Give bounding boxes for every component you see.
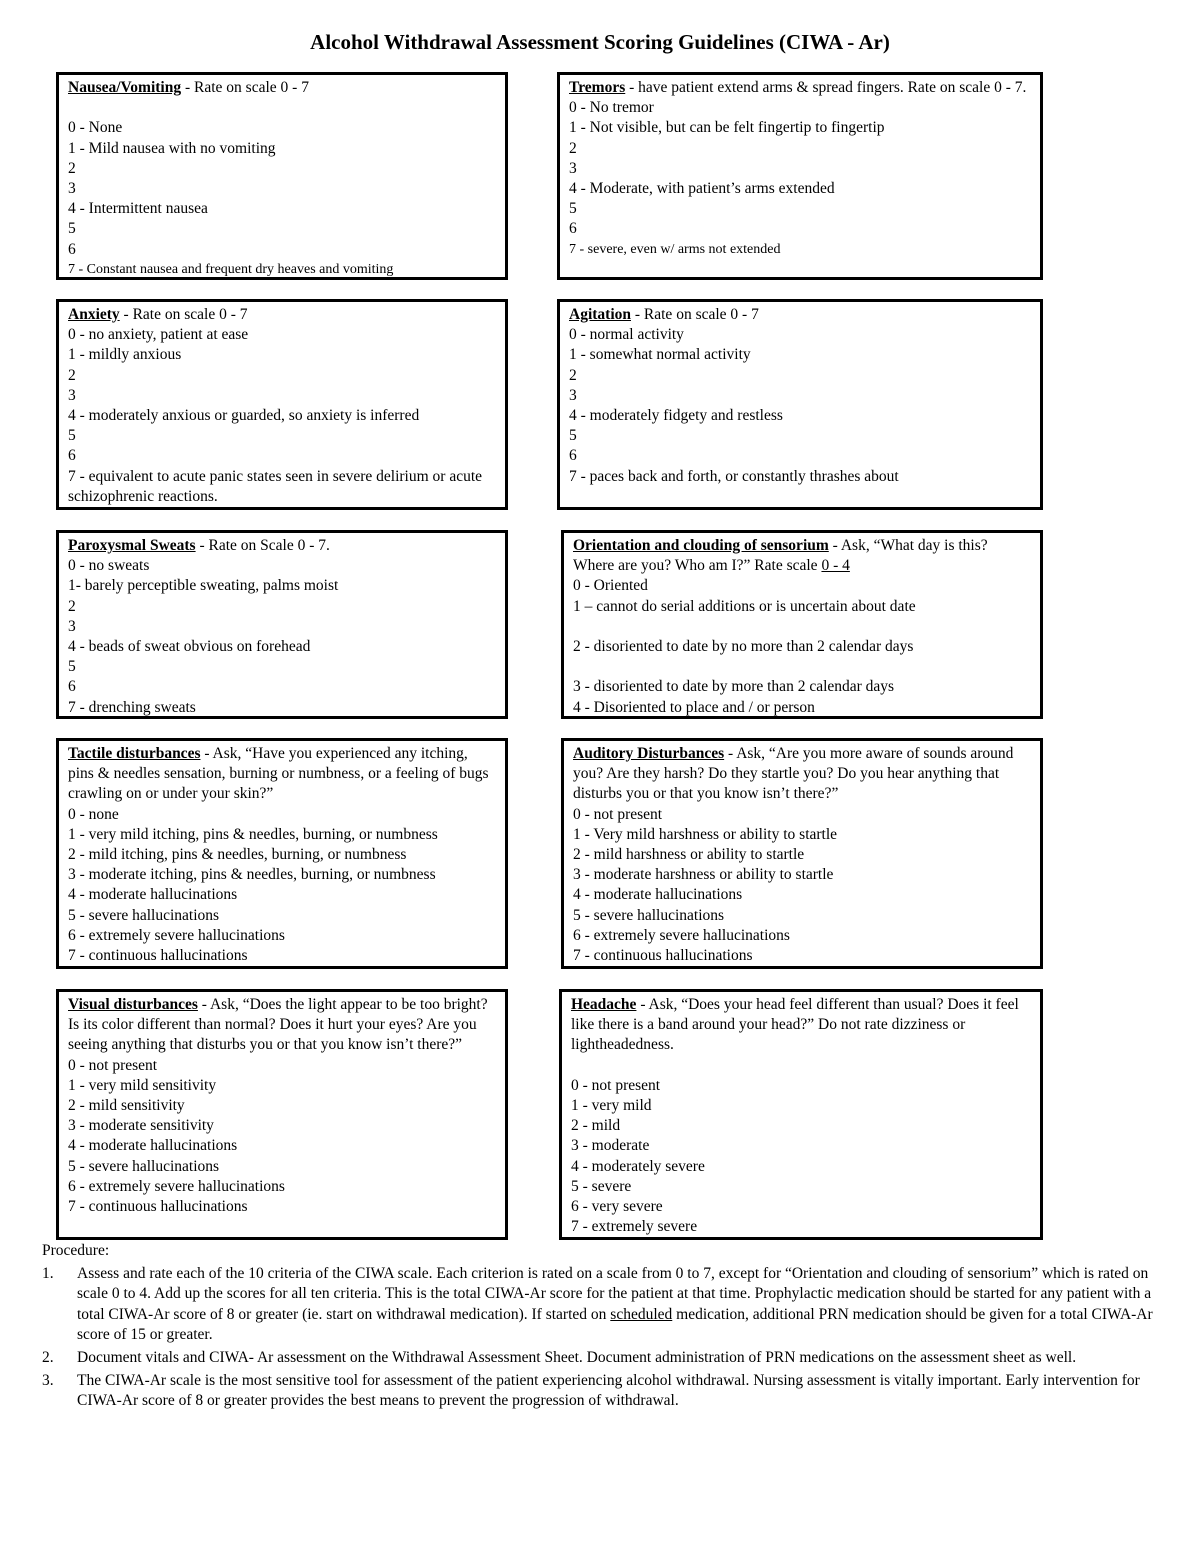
criterion-name: Nausea/Vomiting: [68, 79, 182, 96]
criterion-description: - Ask, “Does the light appear to be too bright? Is its color different than normal? Does it hurt your eyes? Are you seeing anything that disturbs you or that you know isn’t there?”: [68, 996, 488, 1054]
score-line: 5: [68, 220, 76, 238]
score-line: 3 - moderate harshness or ability to startle: [573, 866, 834, 884]
score-line: 7 - continuous hallucinations: [573, 947, 753, 965]
score-line: 1 - Very mild harshness or ability to startle: [573, 825, 838, 843]
step-text: The CIWA-Ar scale is the most sensitive tool for assessment of the patient experiencing alcohol withdrawal. Nursing assessment is vitally important. Early intervention for CIWA-Ar score of 8 or greater provides the best means to prevent the progression of withdrawal.: [77, 1372, 1140, 1410]
step-text: Document vitals and CIWA- Ar assessment on the Withdrawal Assessment Sheet. Document administration of PRN medications on the assessment sheet as well.: [77, 1349, 1077, 1367]
criterion-name: Tremors: [569, 79, 626, 96]
score-line: 4 - moderate hallucinations: [68, 1137, 238, 1155]
score-line: 3: [68, 386, 76, 404]
score-line: 4 - Disoriented to place and / or person: [573, 698, 815, 716]
score-line: 5: [569, 200, 577, 218]
score-line: 5: [68, 427, 76, 445]
auditory-disturbances-box: [561, 738, 1043, 969]
score-line: 6: [569, 220, 577, 238]
criterion-name: Visual disturbances: [68, 996, 198, 1013]
score-line: 4 - Intermittent nausea: [68, 200, 208, 218]
procedure-section: [42, 1241, 1182, 1415]
score-line: 0 - None: [68, 119, 123, 137]
score-line: 6: [68, 447, 76, 465]
criterion-description: - Ask, “Are you more aware of sounds around you? Are they harsh? Do they startle you? Do you hear anything that disturbs you or that you know isn’t there?”: [573, 745, 1014, 803]
criterion-name: Orientation and clouding of sensorium: [573, 537, 829, 554]
score-line: 2: [68, 597, 76, 615]
score-line: 6: [68, 678, 76, 696]
nausea-vomiting-box: [56, 72, 508, 280]
score-line: 2 - mild harshness or ability to startle: [573, 846, 805, 864]
score-line: 6 - extremely severe hallucinations: [573, 926, 790, 944]
criterion-description: - Ask, “What day is this? Where are you? Who am I?” Rate scale: [573, 537, 988, 575]
score-line: 4 - moderate hallucinations: [68, 886, 238, 904]
box-heading: [68, 995, 497, 1056]
score-line: 1 - somewhat normal activity: [569, 346, 751, 364]
paroxysmal-sweats-box: [56, 530, 508, 719]
criterion-description: - Rate on scale 0 - 7: [631, 306, 759, 323]
criterion-description: - Rate on Scale 0 - 7.: [195, 537, 330, 554]
score-line: 0 - no sweats: [68, 557, 150, 575]
score-line: 3: [569, 159, 577, 177]
score-line: 0 - No tremor: [569, 99, 654, 117]
step-text: Assess and rate each of the 10 criteria of the CIWA scale. Each criterion is rated on a scale from 0 to 7, except for “Orientation and clouding of sensorium” which is rated on scale 0 to 4. Add up the scores for all ten criteria. This is the total CIWA-Ar score for the patient at that time. Prophylactic medication should be started for any patient with a total CIWA-Ar score of 8 or greater (ie. start on withdrawal medication). If started on: [77, 1265, 1152, 1323]
score-line: 5 - severe hallucinations: [68, 1157, 220, 1175]
criterion-name: Paroxysmal Sweats: [68, 537, 196, 554]
step-text-underlined: scheduled: [610, 1305, 673, 1323]
score-line: 1 – cannot do serial additions or is uncertain about date: [573, 597, 916, 615]
score-line: 3 - moderate: [571, 1137, 650, 1155]
agitation-box: [557, 299, 1043, 510]
procedure-step: [42, 1264, 1182, 1345]
score-line: 3 - moderate itching, pins & needles, burning, or numbness: [68, 866, 436, 884]
score-line: 5: [569, 427, 577, 445]
score-line: 1 - Not visible, but can be felt fingertip to fingertip: [569, 119, 885, 137]
box-heading: [68, 536, 497, 556]
score-line: 2: [569, 139, 577, 157]
score-line: 7 - Constant nausea and frequent dry heaves and vomiting: [68, 261, 394, 277]
score-line: 2 - mild sensitivity: [68, 1097, 185, 1115]
tactile-disturbances-box: [56, 738, 508, 969]
score-line: 7 - drenching sweats: [68, 698, 196, 716]
score-line: 3: [68, 180, 76, 197]
score-line: 6 - extremely severe hallucinations: [68, 926, 285, 944]
procedure-list: [42, 1264, 1182, 1411]
score-line: 6: [68, 240, 76, 258]
criterion-name: Auditory Disturbances: [573, 745, 725, 762]
score-line: 0 - not present: [68, 1056, 158, 1074]
score-line: 7 - severe, even w/ arms not extended: [569, 241, 781, 257]
box-heading: [573, 536, 1032, 576]
score-line: 2 - mild itching, pins & needles, burning, or numbness: [68, 846, 407, 864]
step-number: 1.: [42, 1265, 54, 1283]
criterion-name: Agitation: [569, 306, 631, 323]
box-heading: [68, 744, 497, 805]
criterion-name: Anxiety: [68, 306, 120, 323]
score-line: 6 - extremely severe hallucinations: [68, 1177, 285, 1195]
step-text: medication, additional PRN medication should be given for a total CIWA-Ar score of 15 or greater.: [77, 1305, 1153, 1343]
score-line: 4 - moderately anxious or guarded, so anxiety is inferred: [68, 407, 420, 425]
score-line: 1- barely perceptible sweating, palms moist: [68, 577, 339, 595]
procedure-step: [42, 1371, 1182, 1411]
step-number: 3.: [42, 1372, 54, 1390]
box-heading: [68, 305, 497, 325]
box-heading: [569, 78, 1032, 98]
visual-disturbances-box: [56, 989, 508, 1240]
rate-scale-range: 0 - 4: [821, 557, 850, 575]
score-line: 3 - disoriented to date by more than 2 calendar days: [573, 678, 895, 696]
score-line: 1 - Mild nausea with no vomiting: [68, 139, 276, 157]
score-line: 7 - continuous hallucinations: [68, 1198, 248, 1216]
score-line: 5 - severe hallucinations: [68, 906, 220, 924]
anxiety-box: [56, 299, 508, 510]
score-line: 3: [68, 617, 76, 635]
score-line: 0 - none: [68, 805, 119, 823]
score-line: 5: [68, 658, 76, 676]
score-line: 4 - moderately severe: [571, 1157, 705, 1175]
score-line: 7 - paces back and forth, or constantly thrashes about: [569, 467, 899, 485]
score-line: 2 - mild: [571, 1117, 621, 1135]
criterion-description: - Rate on scale 0 - 7: [119, 306, 248, 323]
box-heading: [571, 995, 1032, 1056]
page-title: Alcohol Withdrawal Assessment Scoring Guidelines (CIWA - Ar): [310, 30, 890, 54]
score-line: 7 - extremely severe: [571, 1218, 698, 1236]
score-line: 5 - severe: [571, 1177, 632, 1195]
box-heading: [68, 78, 497, 98]
score-line: 7 - equivalent to acute panic states seen in severe delirium or acute schizophrenic reactions.: [68, 467, 483, 505]
step-number: 2.: [42, 1349, 54, 1367]
score-line: 4 - moderate hallucinations: [573, 886, 743, 904]
criterion-description: - have patient extend arms & spread fingers. Rate on scale 0 - 7.: [625, 79, 1027, 96]
score-line: 1 - very mild sensitivity: [68, 1076, 217, 1094]
score-line: 6: [569, 447, 577, 465]
score-line: 0 - no anxiety, patient at ease: [68, 326, 249, 344]
score-line: 5 - severe hallucinations: [573, 906, 725, 924]
box-heading: [569, 305, 1032, 325]
score-line: 0 - not present: [571, 1076, 661, 1094]
procedure-label: Procedure:: [42, 1242, 110, 1259]
criterion-name: Tactile disturbances: [68, 745, 201, 762]
orientation-sensorium-box: [561, 530, 1043, 719]
score-line: 2: [68, 366, 76, 384]
score-line: 0 - Oriented: [573, 577, 648, 595]
headache-box: [559, 989, 1043, 1240]
score-line: 1 - very mild: [571, 1097, 652, 1114]
score-line: 3: [569, 386, 577, 404]
score-line: 1 - very mild itching, pins & needles, burning, or numbness: [68, 825, 438, 843]
criterion-name: Headache: [571, 996, 637, 1013]
box-heading: [573, 744, 1032, 805]
score-line: 3 - moderate sensitivity: [68, 1117, 214, 1135]
score-line: 0 - normal activity: [569, 326, 684, 344]
criterion-description: - Ask, “Does your head feel different than usual? Does it feel like there is a band around your head?” Do not rate dizziness or lightheadedness.: [571, 996, 1019, 1054]
criterion-description: - Ask, “Have you experienced any itching, pins & needles sensation, burning or numbness, or a feeling of bugs crawling on or under your skin?”: [68, 745, 489, 803]
score-line: 1 - mildly anxious: [68, 346, 182, 364]
score-line: 7 - continuous hallucinations: [68, 947, 248, 965]
score-line: 4 - Moderate, with patient’s arms extended: [569, 180, 835, 198]
criterion-description: - Rate on scale 0 - 7: [181, 79, 309, 96]
score-line: 0 - not present: [573, 805, 663, 823]
procedure-step: [42, 1348, 1182, 1368]
score-line: 4 - moderately fidgety and restless: [569, 407, 783, 425]
tremors-box: [557, 72, 1043, 280]
score-line: 2: [569, 366, 577, 384]
score-line: 2: [68, 159, 76, 177]
score-line: 4 - beads of sweat obvious on forehead: [68, 638, 311, 656]
score-line: 6 - very severe: [571, 1198, 663, 1216]
score-line: 2 - disoriented to date by no more than 2 calendar days: [573, 638, 914, 655]
